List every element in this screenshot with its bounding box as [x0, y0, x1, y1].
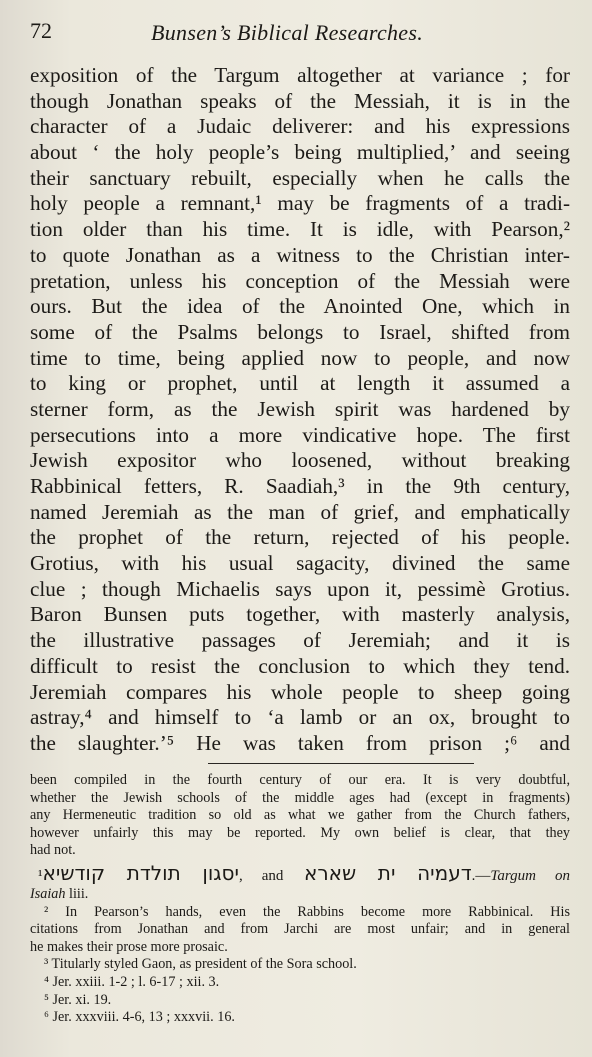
text-line: holy people a remnant,¹ may be fragments of a tradi-: [30, 191, 570, 216]
text-line: difficult to resist the conclusion to which they tend.: [30, 653, 570, 678]
hebrew-quote: דעמיה ית שארא: [303, 860, 472, 885]
text-line: named Jeremiah as the man of grief, and emphatically: [30, 499, 570, 524]
footnote-line: whether the Jewish schools of the middle ages had (except in fragments): [30, 789, 570, 806]
text-line: Grotius, with his usual sagacity, divined the same: [30, 551, 570, 576]
footnote-source: Targum on: [490, 867, 570, 884]
text-line: sterner form, as the Jewish spirit was hardened by: [30, 396, 570, 421]
text-line: tion older than his time. It is idle, with Pearson,²: [30, 217, 570, 242]
text-line: persecutions into a more vindicative hope. The first: [30, 422, 570, 447]
text-line: character of a Judaic deliverer: and his expressions: [30, 114, 570, 139]
footnote-1-continuation: [30, 886, 570, 904]
footnote-2: ² In Pearson’s hands, even the Rabbins become more Rabbinical. His: [44, 903, 570, 920]
footnote-4: ⁴ Jer. xxiii. 1-2 ; l. 6-17 ; xii. 3.: [44, 973, 220, 990]
text-line: the illustrative passages of Jeremiah; and it is: [30, 628, 570, 653]
footnote-line: he makes their prose more prosaic.: [30, 938, 228, 955]
page-number: 72: [30, 18, 52, 43]
text-line: Jewish expositor who loosened, without breaking: [30, 448, 570, 473]
footnote-1: [30, 860, 570, 886]
text-line: to quote Jonathan as a witness to the Christian inter-: [30, 242, 570, 267]
text-line: pretation, unless his conception of the Messiah were: [30, 268, 570, 293]
footnote-line: citations from Jonathan and from Jarchi are most unfair; and in general: [30, 921, 570, 938]
footnote-line: had not.: [30, 842, 76, 859]
footnote-3: ³ Titularly styled Gaon, as president of the Sora school.: [44, 956, 357, 973]
footnote-marker: ¹: [38, 867, 43, 884]
footnote-source-chapter: liii.: [65, 885, 89, 902]
text-line: some of the Psalms belongs to Israel, shifted from: [30, 319, 570, 344]
text-line: the prophet of the return, rejected of his people.: [30, 525, 570, 550]
footnotes: [30, 772, 570, 1027]
footnote-divider: [208, 763, 474, 764]
text-line: about ‘ the holy people’s being multiplied,’ and seeing: [30, 140, 570, 165]
footnote-line: been compiled in the fourth century of our era. It is very doubtful,: [30, 772, 570, 788]
footnote-5: ⁵ Jer. xi. 19.: [44, 991, 112, 1008]
text-line: their sanctuary rebuilt, especially when he calls the: [30, 165, 570, 190]
text-line: Jeremiah compares his whole people to sheep going: [30, 679, 570, 704]
footnote-conjunction: , and: [238, 867, 284, 884]
text-line: exposition of the Targum altogether at variance ; for: [30, 63, 570, 87]
text-line: ours. But the idea of the Anointed One, which in: [30, 294, 570, 319]
text-line: time to time, being applied now to people, and now: [30, 345, 570, 370]
page-header: [26, 14, 568, 44]
hebrew-quote: יסגון תולדת קודשיא: [42, 860, 239, 885]
footnote-line: any Hermeneutic tradition so old as what we gather from the Church fathers,: [30, 807, 570, 824]
running-title: Bunsen’s Biblical Researches.: [151, 20, 424, 45]
footnote-6: ⁶ Jer. xxxviii. 4-6, 13 ; xxxvii. 16.: [44, 1009, 235, 1026]
text-line: Rabbinical fetters, R. Saadiah,³ in the 9th century,: [30, 474, 570, 498]
main-text: [30, 63, 570, 757]
text-line: clue ; though Michaelis says upon it, pessimè Grotius.: [30, 576, 570, 601]
footnote-dash: .—: [471, 867, 491, 884]
text-line: the slaughter.’⁵ He was taken from prison ;⁶ and: [30, 730, 570, 755]
text-line: Baron Bunsen puts together, with masterly analysis,: [30, 602, 570, 627]
text-line: to king or prophet, until at length it assumed a: [30, 371, 570, 396]
footnote-line: however unfairly this may be reported. My own belief is clear, that they: [30, 824, 570, 841]
text-line: astray,⁴ and himself to ‘a lamb or an ox, brought to: [30, 705, 570, 730]
text-line: though Jonathan speaks of the Messiah, it is in the: [30, 88, 570, 113]
footnote-source-book: Isaiah: [30, 885, 66, 902]
